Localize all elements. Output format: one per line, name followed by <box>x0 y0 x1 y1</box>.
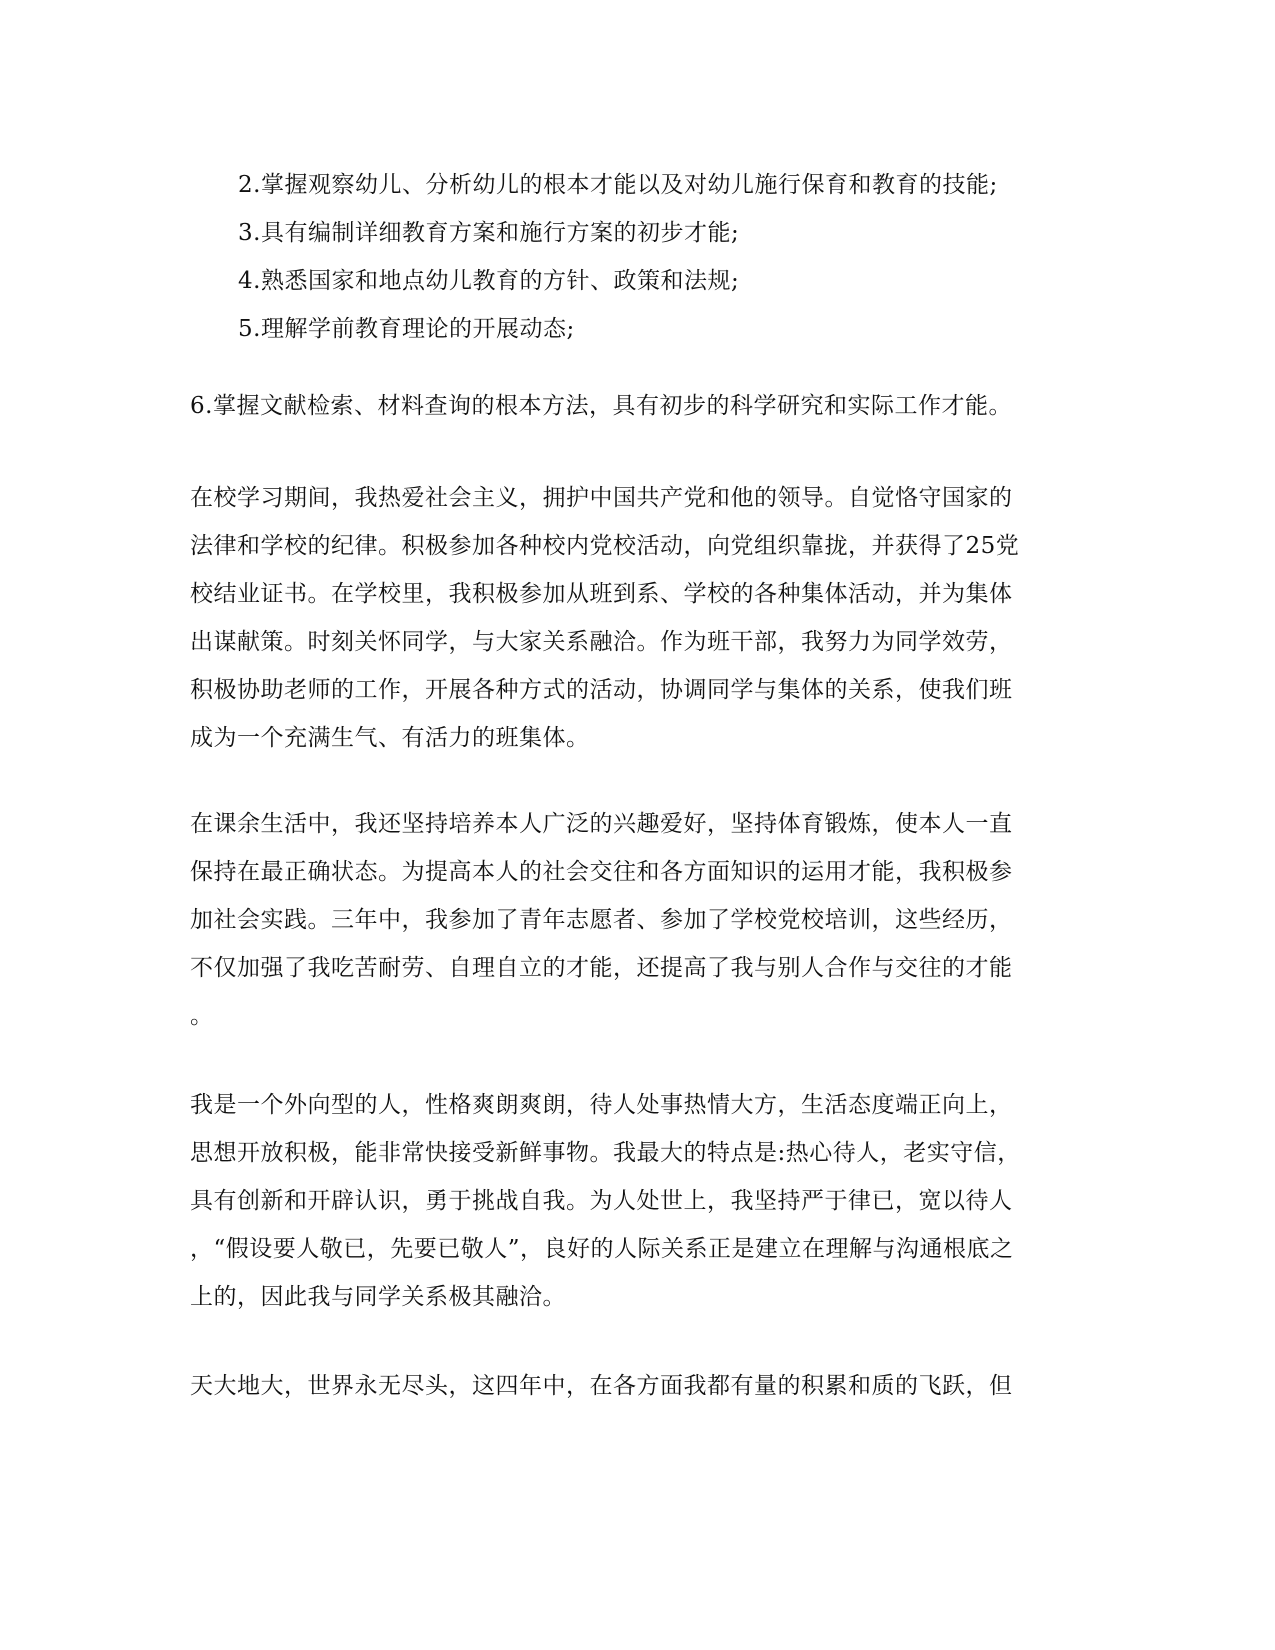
paragraph-line: 具有创新和开辟认识，勇于挑战自我。为人处世上，我坚持严于律已，宽以待人 <box>190 1188 1013 1214</box>
paragraph-line: 成为一个充满生气、有活力的班集体。 <box>190 725 590 751</box>
paragraph-conclusion <box>190 1362 1070 1410</box>
paragraph-line: 6.掌握文献检索、材料查询的根本方法，具有初步的科学研究和实际工作才能。 <box>190 393 1012 419</box>
list-item: 2.掌握观察幼儿、分析幼儿的根本才能以及对幼儿施行保育和教育的技能; <box>238 172 998 198</box>
paragraph-study <box>190 474 1070 762</box>
paragraph-line: 在校学习期间，我热爱社会主义，拥护中国共产党和他的领导。自觉恪守国家的 <box>190 485 1013 511</box>
paragraph-line: 上的，因此我与同学关系极其融洽。 <box>190 1284 566 1310</box>
paragraph-line: 校结业证书。在学校里，我积极参加从班到系、学校的各种集体活动，并为集体 <box>190 581 1013 607</box>
paragraph-line: 出谋献策。时刻关怀同学，与大家关系融洽。作为班干部，我努力为同学效劳， <box>190 629 1013 655</box>
paragraph-line: 我是一个外向型的人，性格爽朗爽朗，待人处事热情大方，生活态度端正向上， <box>190 1092 1013 1118</box>
paragraph-line: 天大地大，世界永无尽头，这四年中，在各方面我都有量的积累和质的飞跃，但 <box>190 1373 1013 1399</box>
paragraph-line: 不仅加强了我吃苦耐劳、自理自立的才能，还提高了我与别人合作与交往的才能 <box>190 955 1013 981</box>
list-item-6 <box>190 382 1070 430</box>
skills-list <box>238 161 1078 353</box>
paragraph-line: 。 <box>190 1003 214 1029</box>
paragraph-line: 在课余生活中，我还坚持培养本人广泛的兴趣爱好，坚持体育锻炼，使本人一直 <box>190 811 1013 837</box>
list-item: 5.理解学前教育理论的开展动态; <box>238 316 575 342</box>
list-item: 3.具有编制详细教育方案和施行方案的初步才能; <box>238 220 740 246</box>
paragraph-hobbies <box>190 800 1070 1040</box>
paragraph-personality <box>190 1081 1070 1321</box>
paragraph-line: 加社会实践。三年中，我参加了青年志愿者、参加了学校党校培训，这些经历， <box>190 907 1013 933</box>
paragraph-line: 思想开放积极，能非常快接受新鲜事物。我最大的特点是:热心待人，老实守信， <box>190 1140 1021 1166</box>
paragraph-line: 积极协助老师的工作，开展各种方式的活动，协调同学与集体的关系，使我们班 <box>190 677 1013 703</box>
paragraph-line: ，“假设要人敬已，先要已敬人”，良好的人际关系正是建立在理解与沟通根底之 <box>190 1236 1014 1262</box>
paragraph-line: 法律和学校的纪律。积极参加各种校内党校活动，向党组织靠拢，并获得了25党 <box>190 533 1020 559</box>
list-item: 4.熟悉国家和地点幼儿教育的方针、政策和法规; <box>238 268 740 294</box>
paragraph-line: 保持在最正确状态。为提高本人的社会交往和各方面知识的运用才能，我积极参 <box>190 859 1013 885</box>
